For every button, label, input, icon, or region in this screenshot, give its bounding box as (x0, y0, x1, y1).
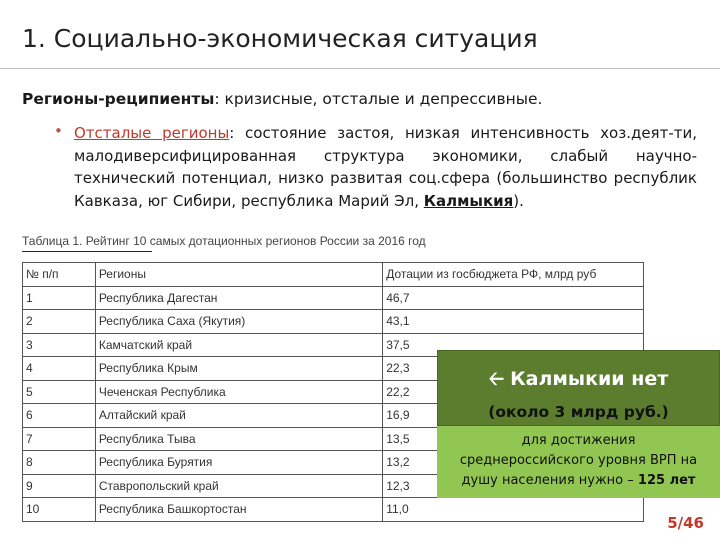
table-cell: 22,3 (383, 357, 644, 381)
table-cell: Республика Башкортостан (95, 498, 382, 522)
header-cell: № п/п (23, 263, 96, 287)
bullet-text-1: : состояние застоя, низкая интенсивность хоз.деят-ти, малодиверсифицированная структура экономики, слабый научно-технический потенциал, низко развитая соц.сфера (большинство республик Кавказа, юг Сибири, республика Марий Эл, (74, 124, 697, 210)
intro-rest: : кризисные, отсталые и депрессивные. (214, 90, 543, 108)
callout-note-text-3: душу населения нужно – (461, 473, 638, 488)
table-cell: 3 (23, 333, 96, 357)
table-cell: Камчатский край (95, 333, 382, 357)
caption-underline (22, 251, 152, 252)
header-cell: Дотации из госбюджета РФ, млрд руб (383, 263, 644, 287)
header-cell: Регионы (95, 263, 382, 287)
table-cell: 37,5 (383, 333, 644, 357)
callout-sub: (около 3 млрд руб.) (488, 403, 669, 421)
arrow-left-icon: 🡠 (488, 368, 505, 390)
table-cell: 9 (23, 474, 96, 498)
callout-note-line-2: среднероссийского уровня ВРП на (459, 453, 698, 468)
table-cell: Республика Дагестан (95, 286, 382, 310)
table-cell: Чеченская Республика (95, 380, 382, 404)
table-row (23, 310, 644, 334)
table-cell: 16,9 (383, 404, 644, 428)
table-cell: Республика Саха (Якутия) (95, 310, 382, 334)
table-caption: Таблица 1. Рейтинг 10 самых дотационных регионов России за 2016 год (22, 234, 426, 248)
bullet-dot-icon: • (54, 122, 63, 140)
callout-note-years: 125 лет (637, 473, 696, 488)
table-cell: 4 (23, 357, 96, 381)
table-cell: Алтайский край (95, 404, 382, 428)
bullet-lead: Отсталые регионы (74, 124, 230, 142)
intro-bold: Регионы-реципиенты (22, 90, 215, 108)
intro-line (22, 90, 542, 108)
table-row (23, 498, 644, 522)
table-cell: 10 (23, 498, 96, 522)
slide-title: 1. Социально-экономическая ситуация (22, 24, 538, 53)
table-cell: Ставропольский край (95, 474, 382, 498)
table-cell: 13,5 (383, 427, 644, 451)
page-number: 5/46 (667, 514, 704, 532)
table-cell: 13,2 (383, 451, 644, 475)
table-cell: 43,1 (383, 310, 644, 334)
kalmykia-callout (437, 350, 720, 498)
callout-main-text: Калмыкии нет (510, 368, 669, 390)
table-cell: 8 (23, 451, 96, 475)
table-header-row (23, 263, 644, 287)
bullet-emphasis: Калмыкия (423, 191, 514, 210)
table-cell: Республика Тыва (95, 427, 382, 451)
callout-note-line-3 (437, 471, 720, 491)
callout-note-line-1: для достижения (521, 433, 636, 448)
bullet-text-2: ). (513, 191, 524, 210)
table-cell: 5 (23, 380, 96, 404)
bullet-paragraph (52, 122, 697, 212)
title-divider (0, 68, 720, 69)
callout-note-box (437, 426, 720, 498)
table-cell: 11,0 (383, 498, 644, 522)
table-cell: Республика Крым (95, 357, 382, 381)
table-cell: 12,3 (383, 474, 644, 498)
table-row (23, 286, 644, 310)
table-cell: 46,7 (383, 286, 644, 310)
table-cell: 7 (23, 427, 96, 451)
table-cell: Республика Бурятия (95, 451, 382, 475)
table-cell: 1 (23, 286, 96, 310)
table-cell: 22,2 (383, 380, 644, 404)
callout-main (438, 365, 719, 397)
table-cell: 2 (23, 310, 96, 334)
callout-top-box (437, 350, 720, 426)
table-cell: 6 (23, 404, 96, 428)
